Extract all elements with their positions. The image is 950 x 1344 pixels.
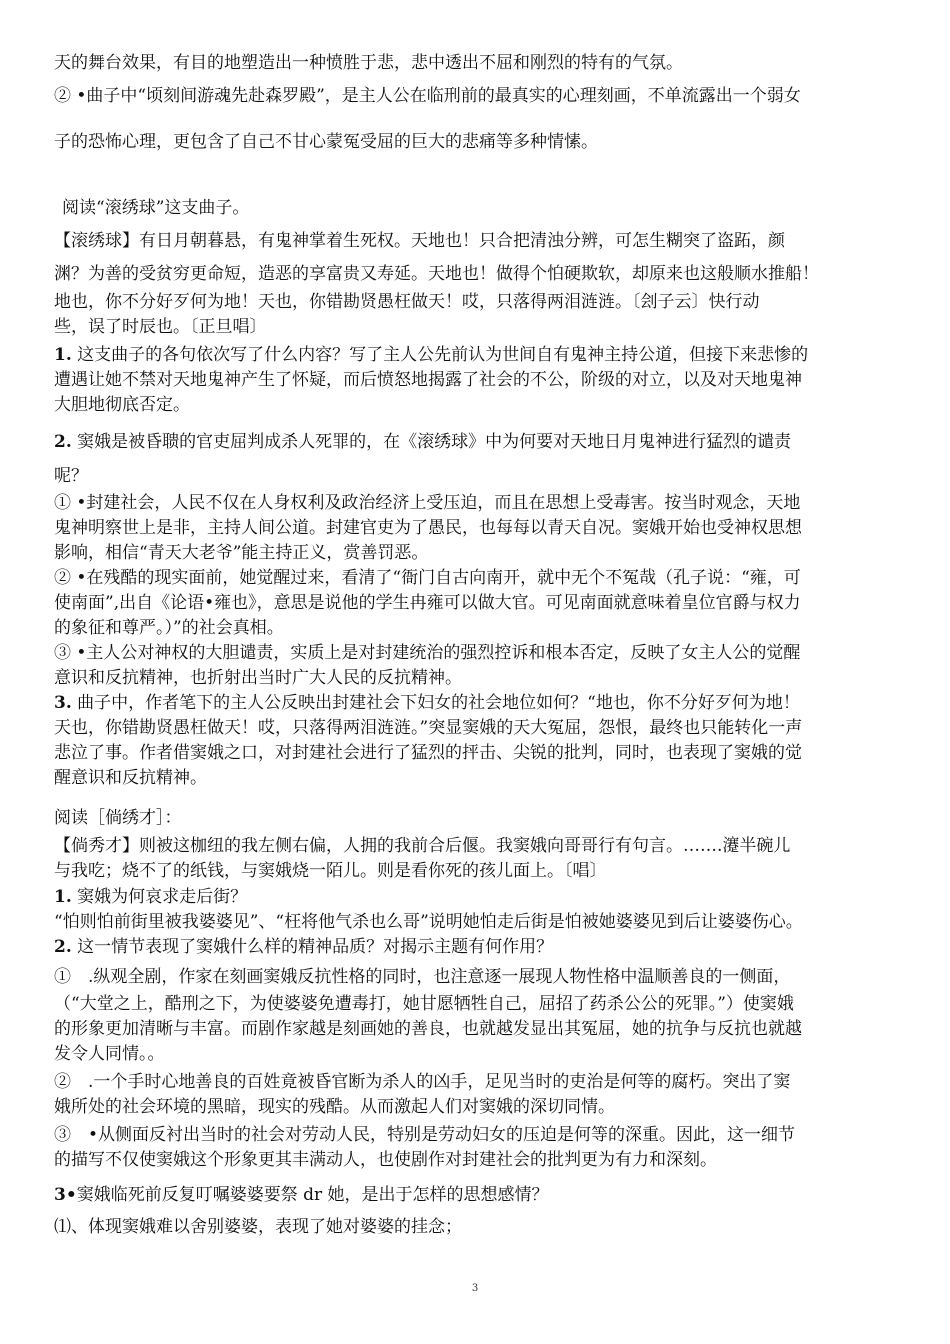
text-line [54, 1184, 914, 1206]
text-line [54, 263, 914, 285]
line-text: “怕则怕前街里被我婆婆见”、“枉将他气杀也么哥”说明她怕走后街是怕被她婆婆见到后让婆婆伤心。 [54, 912, 803, 932]
text-line [54, 642, 914, 664]
text-line [54, 966, 914, 988]
line-text: 渊？为善的受贫穷更命短，造恶的享富贵又寿延。天地也！做得个怕硬欺软，却原来也这般顺水推船！ [54, 264, 819, 284]
line-text: 子的恐怖心理，更包含了自己不甘心蒙冤受屈的巨大的悲痛等多种情愫。 [54, 132, 598, 152]
line-text: 阅读［倘绣才］： [54, 808, 182, 828]
line-text: ② •曲子中“顷刻间游魂先赴森罗殿”，是主人公在临刑前的最真实的心理刻画，不单流露出一个弱女 [54, 86, 801, 106]
item-number: 3• [54, 1185, 77, 1205]
text-line [54, 667, 914, 689]
text-line [54, 1096, 914, 1118]
text-line [54, 131, 914, 153]
line-text: 醒意识和反抗精神。 [54, 768, 207, 788]
text-line [54, 567, 914, 589]
text-line [54, 230, 914, 252]
item-number: 1. [54, 887, 72, 907]
text-line [54, 394, 914, 416]
text-line [54, 344, 914, 366]
line-text: 与我吃；烧不了的纸钱，与窦娥烧一陌儿。则是看你死的孩儿面上。〔唱〕 [54, 861, 607, 881]
line-text: 窦娥为何哀求走后街？ [71, 887, 248, 907]
text-line [54, 316, 914, 338]
text-line [54, 807, 914, 829]
text-line [54, 542, 914, 564]
line-text: 娥所处的社会环境的黑暗，现实的残酷。从而激起人们对窦娥的深切同情。 [54, 1097, 615, 1117]
text-line [54, 742, 914, 764]
text-line [54, 1216, 914, 1238]
text-line [62, 197, 922, 219]
text-line [54, 860, 914, 882]
text-line [54, 835, 914, 857]
line-text: ② .一个手时心地善良的百姓竟被昏官断为杀人的凶手，足见当时的吏治是何等的腐朽。突出了窦 [54, 1072, 791, 1092]
line-text: ① •封建社会，人民不仅在人身权利及政治经济上受压迫，而且在思想上受毒害。按当时观念，天地 [54, 493, 801, 513]
line-text: 地也，你不分好歹何为地！天也，你错勘贤愚枉做天！哎，只落得两泪涟涟。〔刽子云〕快行动 [54, 292, 760, 312]
text-line [54, 291, 914, 313]
line-text: 这一情节表现了窦娥什么样的精神品质？对揭示主题有何作用？ [71, 937, 554, 957]
page-number: 3 [471, 1283, 479, 1294]
line-text: 【滚绣球】有日月朝暮悬，有鬼神掌着生死权。天地也！只合把清浊分辨，可怎生糊突了盗跖，颜 [54, 231, 785, 251]
item-number: 1. [54, 345, 72, 365]
line-text: ③ •从侧面反衬出当时的社会对劳动人民，特别是劳动妇女的压迫是何等的深重。因此，这一细节 [54, 1125, 796, 1145]
line-text: 天的舞台效果，有目的地塑造出一种愤胜于悲，悲中透出不屈和刚烈的特有的气氛。 [54, 53, 683, 73]
item-number: 3. [54, 693, 72, 713]
text-line [54, 692, 914, 714]
text-line [54, 85, 914, 107]
text-line [54, 369, 914, 391]
line-text: 些，误了时辰也。〔正旦唱〕 [54, 317, 267, 337]
text-line [54, 517, 914, 539]
line-text: ① .纵观全剧，作家在刻画窦娥反抗性格的同时，也注意逐一展现人物性格中温顺善良的一侧面， [54, 967, 791, 987]
line-text: ② •在残酷的现实面前，她觉醒过来，看清了“衙门自古向南开，就中无个不冤哉（孔子说：“雍，可 [54, 568, 801, 588]
line-text: 的描写不仅使窦娥这个形象更其丰满动人，也使剧作对封建社会的批判更为有力和深刻。 [54, 1150, 717, 1170]
line-text: 悲泣了事。作者借窦娥之口，对封建社会进行了猛烈的抨击、尖锐的批判，同时，也表现了窦娥的觉 [54, 743, 802, 763]
line-text: 窦娥临死前反复叮嘱婆婆要祭 dr 她，是出于怎样的思想感情？ [76, 1185, 549, 1205]
item-number: 2. [54, 937, 72, 957]
text-line [54, 431, 914, 453]
line-text: 发令人同情。。 [54, 1044, 165, 1064]
line-text: ③ •主人公对神权的大胆谴责，实质上是对封建统治的强烈控诉和根本否定，反映了女主人公的觉醒 [54, 643, 801, 663]
text-line [54, 1124, 914, 1146]
line-text: 【倘秀才】则被这枷纽的我左侧右偏，人拥的我前合后偃。我窦娥向哥哥行有句言。…….瀽半碗儿 [54, 836, 791, 856]
text-line [54, 911, 914, 933]
line-text: 大胆地彻底否定。 [54, 395, 190, 415]
line-text: 窦娥是被昏聩的官吏屈判成杀人死罪的，在《滚绣球》中为何要对天地日月鬼神进行猛烈的谴责 [71, 432, 792, 452]
text-line [54, 592, 914, 614]
text-line [54, 1071, 914, 1093]
line-text: 曲子中，作者笔下的主人公反映出封建社会下妇女的社会地位如何？“地也，你不分好歹何为地！ [71, 693, 800, 713]
line-text: 这支曲子的各句依次写了什么内容？写了主人公先前认为世间自有鬼神主持公道，但接下来悲惨的 [71, 345, 809, 365]
text-line [54, 993, 914, 1015]
line-text: 遭遇让她不禁对天地鬼神产生了怀疑，而后愤怒地揭露了社会的不公，阶级的对立，以及对天地鬼神 [54, 370, 802, 390]
text-line [54, 767, 914, 789]
line-text: ⑴、体现窦娥难以舍别婆婆，表现了她对婆婆的挂念； [54, 1217, 462, 1237]
line-text: 鬼神明察世上是非，主持人间公道。封建官吏为了愚民，也每每以青天自况。窦娥开始也受神权思想 [54, 518, 802, 538]
item-number: 2. [54, 432, 72, 452]
line-text: 呢？ [54, 466, 88, 486]
text-line [54, 1043, 914, 1065]
text-line [54, 492, 914, 514]
text-line [54, 1149, 914, 1171]
text-line [54, 886, 914, 908]
line-text: 的象征和尊严。）”的社会真相。 [54, 618, 284, 638]
line-text: 的形象更加清晰与丰富。而剧作家越是刻画她的善良，也就越发显出其冤屈，她的抗争与反抗也就越 [54, 1019, 802, 1039]
text-line [54, 617, 914, 639]
line-text: 使南面”,出自《论语•雍也》，意思是说他的学生冉雍可以做大官。可见南面就意味着皇位官爵与权力 [54, 593, 801, 613]
text-line [54, 936, 914, 958]
line-text: 意识和反抗精神，也折射出当时广大人民的反抗精神。 [54, 668, 462, 688]
line-text: 天也，你错勘贤愚枉做天！哎，只落得两泪涟涟。”突显窦娥的天大冤屈，怨恨，最终也只能转化一声 [54, 718, 803, 738]
line-text: 影响，相信“青天大老爷”能主持正义，赏善罚恶。 [54, 543, 429, 563]
text-line [54, 52, 914, 74]
text-line [54, 465, 914, 487]
text-line [54, 1018, 914, 1040]
line-text: 阅读“滚绣球”这支曲子。 [62, 198, 250, 218]
line-text: （“大堂之上，酷刑之下，为使婆婆免遭毒打，她甘愿牺牲自己，屈招了药杀公公的死罪。”）使窦娥 [54, 994, 794, 1014]
text-line [54, 717, 914, 739]
